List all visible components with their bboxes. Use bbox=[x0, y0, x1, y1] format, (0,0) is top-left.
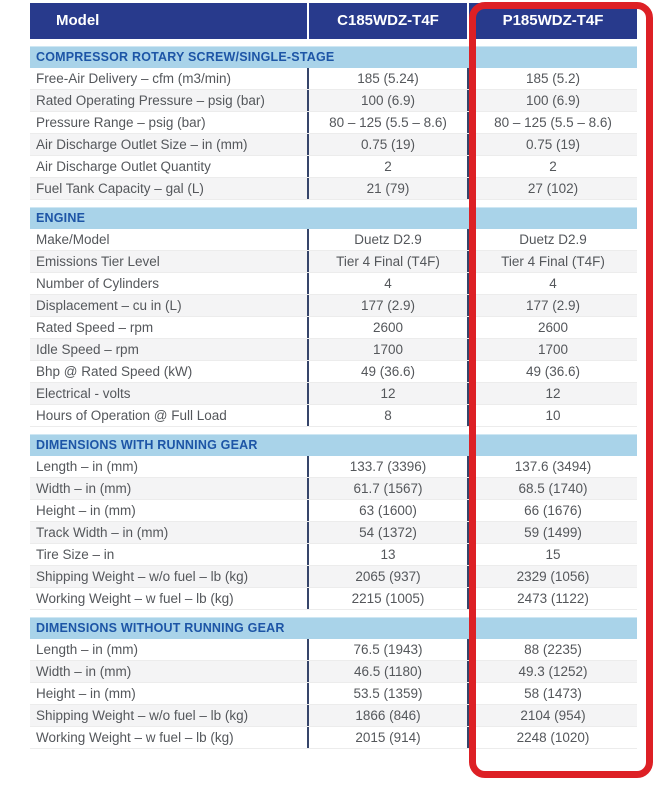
table-row bbox=[30, 229, 637, 251]
row-value-c185wdz-t4f: 2015 (914) bbox=[307, 727, 467, 748]
row-value-p185wdz-t4f: 68.5 (1740) bbox=[467, 478, 637, 499]
row-value-p185wdz-t4f: 177 (2.9) bbox=[467, 295, 637, 316]
row-value-p185wdz-t4f: 80 – 125 (5.5 – 8.6) bbox=[467, 112, 637, 133]
table-row bbox=[30, 156, 637, 178]
row-value-p185wdz-t4f: 15 bbox=[467, 544, 637, 565]
table-row bbox=[30, 339, 637, 361]
row-value-c185wdz-t4f: 2215 (1005) bbox=[307, 588, 467, 609]
row-label: Fuel Tank Capacity – gal (L) bbox=[36, 181, 204, 196]
row-label: Displacement – cu in (L) bbox=[36, 298, 182, 313]
table-row bbox=[30, 478, 637, 500]
row-label: Working Weight – w fuel – lb (kg) bbox=[36, 591, 234, 606]
row-value-c185wdz-t4f: 1700 bbox=[307, 339, 467, 360]
row-value-c185wdz-t4f: 185 (5.24) bbox=[307, 68, 467, 89]
table-row bbox=[30, 683, 637, 705]
row-value-c185wdz-t4f: 21 (79) bbox=[307, 178, 467, 199]
row-value-c185wdz-t4f: 53.5 (1359) bbox=[307, 683, 467, 704]
row-value-c185wdz-t4f: 100 (6.9) bbox=[307, 90, 467, 111]
row-label: Emissions Tier Level bbox=[36, 254, 160, 269]
row-value-c185wdz-t4f: Duetz D2.9 bbox=[307, 229, 467, 250]
section-header-band bbox=[30, 434, 637, 456]
row-label: Air Discharge Outlet Quantity bbox=[36, 159, 211, 174]
row-value-c185wdz-t4f: 63 (1600) bbox=[307, 500, 467, 521]
spec-section bbox=[30, 617, 637, 749]
row-label: Bhp @ Rated Speed (kW) bbox=[36, 364, 193, 379]
table-row bbox=[30, 134, 637, 156]
row-value-c185wdz-t4f: 46.5 (1180) bbox=[307, 661, 467, 682]
row-label: Free-Air Delivery – cfm (m3/min) bbox=[36, 71, 232, 86]
row-value-p185wdz-t4f: 2600 bbox=[467, 317, 637, 338]
table-row bbox=[30, 317, 637, 339]
table-row bbox=[30, 90, 637, 112]
header-model-label: Model bbox=[30, 3, 307, 39]
row-label: Rated Operating Pressure – psig (bar) bbox=[36, 93, 265, 108]
row-label: Shipping Weight – w/o fuel – lb (kg) bbox=[36, 708, 249, 723]
row-value-p185wdz-t4f: 2473 (1122) bbox=[467, 588, 637, 609]
row-label: Working Weight – w fuel – lb (kg) bbox=[36, 730, 234, 745]
table-row bbox=[30, 522, 637, 544]
row-label: Idle Speed – rpm bbox=[36, 342, 139, 357]
row-value-p185wdz-t4f: 49 (36.6) bbox=[467, 361, 637, 382]
row-value-p185wdz-t4f: 58 (1473) bbox=[467, 683, 637, 704]
table-row bbox=[30, 588, 637, 610]
row-label: Length – in (mm) bbox=[36, 642, 139, 657]
spec-section bbox=[30, 207, 637, 427]
header-column-p185wdz-t4f: P185WDZ-T4F bbox=[467, 3, 637, 39]
row-value-c185wdz-t4f: 1866 (846) bbox=[307, 705, 467, 726]
row-label: Pressure Range – psig (bar) bbox=[36, 115, 206, 130]
section-title: DIMENSIONS WITHOUT RUNNING GEAR bbox=[36, 621, 285, 635]
section-header-band bbox=[30, 46, 637, 68]
row-value-p185wdz-t4f: Duetz D2.9 bbox=[467, 229, 637, 250]
row-value-p185wdz-t4f: 185 (5.2) bbox=[467, 68, 637, 89]
table-row bbox=[30, 705, 637, 727]
section-title: ENGINE bbox=[36, 211, 86, 225]
row-value-c185wdz-t4f: 4 bbox=[307, 273, 467, 294]
table-header-row bbox=[30, 3, 637, 39]
table-row bbox=[30, 178, 637, 200]
table-row bbox=[30, 639, 637, 661]
row-value-c185wdz-t4f: 76.5 (1943) bbox=[307, 639, 467, 660]
table-row bbox=[30, 566, 637, 588]
row-label: Hours of Operation @ Full Load bbox=[36, 408, 227, 423]
row-value-p185wdz-t4f: 137.6 (3494) bbox=[467, 456, 637, 477]
row-value-c185wdz-t4f: 54 (1372) bbox=[307, 522, 467, 543]
row-value-c185wdz-t4f: 177 (2.9) bbox=[307, 295, 467, 316]
row-value-c185wdz-t4f: 133.7 (3396) bbox=[307, 456, 467, 477]
table-row bbox=[30, 383, 637, 405]
row-value-p185wdz-t4f: 4 bbox=[467, 273, 637, 294]
row-value-c185wdz-t4f: 80 – 125 (5.5 – 8.6) bbox=[307, 112, 467, 133]
row-value-p185wdz-t4f: 12 bbox=[467, 383, 637, 404]
table-row bbox=[30, 68, 637, 90]
table-row bbox=[30, 456, 637, 478]
row-label: Rated Speed – rpm bbox=[36, 320, 154, 335]
section-title: DIMENSIONS WITH RUNNING GEAR bbox=[36, 438, 258, 452]
section-title: COMPRESSOR ROTARY SCREW/SINGLE-STAGE bbox=[36, 50, 335, 64]
row-value-p185wdz-t4f: 49.3 (1252) bbox=[467, 661, 637, 682]
row-label: Length – in (mm) bbox=[36, 459, 139, 474]
row-value-c185wdz-t4f: 2 bbox=[307, 156, 467, 177]
spec-section bbox=[30, 46, 637, 200]
table-row bbox=[30, 405, 637, 427]
row-label: Make/Model bbox=[36, 232, 110, 247]
row-value-c185wdz-t4f: 2065 (937) bbox=[307, 566, 467, 587]
row-value-p185wdz-t4f: 2329 (1056) bbox=[467, 566, 637, 587]
table-row bbox=[30, 295, 637, 317]
row-value-c185wdz-t4f: 8 bbox=[307, 405, 467, 426]
row-value-p185wdz-t4f: 2 bbox=[467, 156, 637, 177]
row-label: Shipping Weight – w/o fuel – lb (kg) bbox=[36, 569, 249, 584]
row-value-p185wdz-t4f: 0.75 (19) bbox=[467, 134, 637, 155]
row-value-c185wdz-t4f: 2600 bbox=[307, 317, 467, 338]
table-row bbox=[30, 500, 637, 522]
spec-table bbox=[30, 3, 637, 749]
table-row bbox=[30, 661, 637, 683]
row-label: Track Width – in (mm) bbox=[36, 525, 169, 540]
row-value-p185wdz-t4f: 100 (6.9) bbox=[467, 90, 637, 111]
row-value-p185wdz-t4f: 2104 (954) bbox=[467, 705, 637, 726]
row-label: Tire Size – in bbox=[36, 547, 115, 562]
row-value-c185wdz-t4f: Tier 4 Final (T4F) bbox=[307, 251, 467, 272]
row-label: Height – in (mm) bbox=[36, 503, 136, 518]
header-column-c185wdz-t4f: C185WDZ-T4F bbox=[307, 3, 467, 39]
row-value-p185wdz-t4f: Tier 4 Final (T4F) bbox=[467, 251, 637, 272]
table-row bbox=[30, 361, 637, 383]
row-label: Width – in (mm) bbox=[36, 664, 132, 679]
row-value-c185wdz-t4f: 49 (36.6) bbox=[307, 361, 467, 382]
section-header-band bbox=[30, 207, 637, 229]
row-value-c185wdz-t4f: 12 bbox=[307, 383, 467, 404]
row-value-p185wdz-t4f: 1700 bbox=[467, 339, 637, 360]
table-row bbox=[30, 727, 637, 749]
table-row bbox=[30, 544, 637, 566]
row-value-p185wdz-t4f: 66 (1676) bbox=[467, 500, 637, 521]
row-value-p185wdz-t4f: 59 (1499) bbox=[467, 522, 637, 543]
row-label: Number of Cylinders bbox=[36, 276, 160, 291]
table-row bbox=[30, 273, 637, 295]
row-value-p185wdz-t4f: 88 (2235) bbox=[467, 639, 637, 660]
row-value-p185wdz-t4f: 2248 (1020) bbox=[467, 727, 637, 748]
row-value-c185wdz-t4f: 13 bbox=[307, 544, 467, 565]
row-value-p185wdz-t4f: 27 (102) bbox=[467, 178, 637, 199]
row-value-c185wdz-t4f: 0.75 (19) bbox=[307, 134, 467, 155]
table-row bbox=[30, 112, 637, 134]
row-label: Height – in (mm) bbox=[36, 686, 136, 701]
section-header-band bbox=[30, 617, 637, 639]
table-sections bbox=[30, 46, 637, 749]
row-value-p185wdz-t4f: 10 bbox=[467, 405, 637, 426]
table-row bbox=[30, 251, 637, 273]
row-value-c185wdz-t4f: 61.7 (1567) bbox=[307, 478, 467, 499]
spec-section bbox=[30, 434, 637, 610]
row-label: Width – in (mm) bbox=[36, 481, 132, 496]
row-label: Electrical - volts bbox=[36, 386, 131, 401]
row-label: Air Discharge Outlet Size – in (mm) bbox=[36, 137, 248, 152]
